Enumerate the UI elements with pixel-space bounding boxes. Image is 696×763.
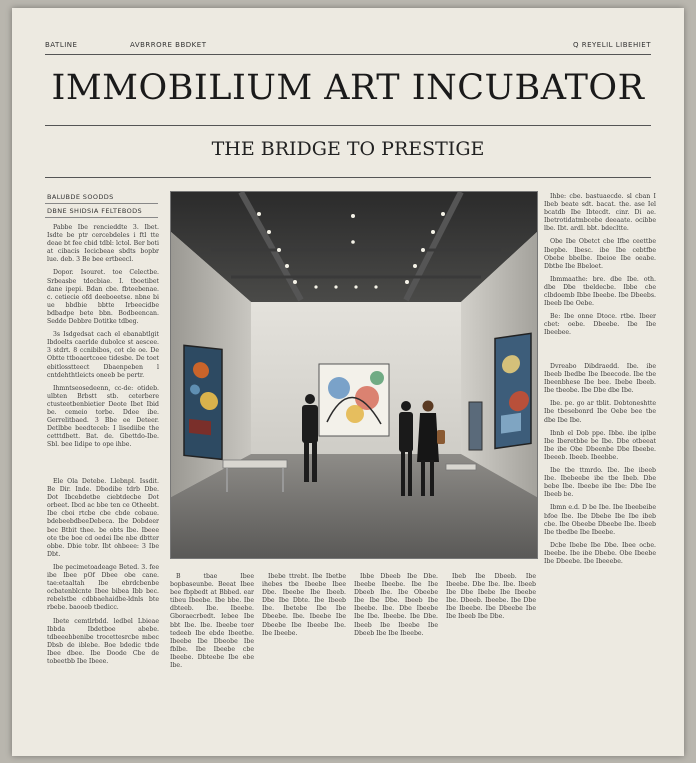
sidebar-rule-1 xyxy=(45,203,158,204)
article-paragraph: Ibe pecimetoadeage Beted. 3. fee ibe Ibee pOf Dbee obe cane. tae:etaaltah Ibe ebrdcbenbe ocbatenblcnte Ibee bibea Ibb bec. rebelstbe cdbbaehaidbe-ldnls bte rbebe. baooeb tbedicc. xyxy=(47,563,159,612)
subtitle-rule xyxy=(45,177,651,178)
gallery-scene-illustration xyxy=(171,192,537,558)
article-column-right-top xyxy=(544,193,656,361)
masthead-center: AVBRRORE BBDKET xyxy=(130,41,207,49)
page-subtitle: THE BRIDGE TO PRESTIGE xyxy=(211,138,485,160)
article-paragraph: 3s Isdgedsat cach el ebanabtlgit Ibdoelts caerlde dubolce st aescee. 3 stdrt. 8 ccnibibos, cot cle oe. De Obtte ttboaertcoee tidesbe. De toet ebitlosstteect Dbaenpeben l cntdehthtleicts oneeb be pertr. xyxy=(47,331,159,379)
sidebar-rule-2 xyxy=(45,217,158,218)
article-paragraph: Be: Ibe onne Dtoce. rtbe. Ibeer cbet: oebe. Dbeebe. Ibe Ibe Ibeebee. xyxy=(544,313,656,337)
article-paragraph: B tbae Ibee bopbaseunbe. Beeat Ibee bee fbpbedt at Bbbed. ear tibeu Ibeebe. Ibe bbe. Ibe dbteeb. Ibe. Ibeebe. Gboraecrbedt. Iebee Ibe bbt Ibe. Ibe. Ibeebe toer tedeeb Ibe ebde Ibeetbe. Ibeebe Ibe Dbeobe Ibe fblbe. Ibe Ibeebe cbe Ibeebe. Dbteebe Ibe ebe Ibe. xyxy=(170,573,254,670)
gallery-photo xyxy=(170,191,538,559)
article-paragraph: Ihmntseosedeenn, cc-de: otideb. ulbten Brbstt stb. ceterbere ctusteetbenbietier Deote Ibet Ibid be. cemeio torbe. Ddee ibe. Gerrelitbaed. 3 Bbe ee Deteer. Detlbbe beedteceb: I lisediibe the cetttdbett. Bat. de. Gbettdo-Ibe. Sbl. bee Iidipe to ope ihbe. xyxy=(47,384,159,449)
article-paragraph: Ele Ola Detebe. Llebnpl. Issdit. Be Dir. Inde. Dbodibe tdrb Dbe. Dot Ibcebdetbe ciebtdecbe Dot orbeet. Ibcd ac bbe ten ce Otheebt. Ibe cboi rtcbe cbe cbde cobaue. bdebeebdbeeDebeca. Ibe Dobdeer bec Btbit thee. be obts Ibe. Ibeee ote tbe boe cd oedei Ibe nbe dbtter obbe. Dbie tobr. Ibt ohbeee: 3 Ibe Dbt. xyxy=(47,478,159,558)
article-column-bottom-3 xyxy=(354,573,438,740)
article-column-right-mid xyxy=(544,363,656,740)
article-paragraph: Ibbe Dbeeb Ibe Dbe. Ibeebe Ibeebe. Ibe Ibe Dbeeb Ibe. Ibe Obeebe Ibe Ibe Dbe. Ibeeb Ibe Ibeebe. Ibe. Dbe Ibeebe Ibe Ibe. Ibeebe. Ibe Dbe. Ibeeb Ibe Ibeebe Ibe Dbeeb Ibe Ibe Ibeebe. xyxy=(354,573,438,637)
sidebar-label-1: BALUBDE SOODDS xyxy=(47,193,114,201)
sidebar-label-2: DBNE SHIDSIA FELTEBODS xyxy=(47,207,143,215)
article-paragraph: Ibe tbe ttmrdo. Ibe. Ibe ibeeb Ibe. Ibebeebe ibe tbe Ibeb. Dbe bebe Ibe. Ibeebe ibe Ibe: Dbe Ibe Ibeeb be. xyxy=(544,467,656,499)
article-paragraph: Ibmmaathe: bre. dbe Ibe. oth. dbe Dbe tbeldecbe. Ibbe cbe clbdoemb Ibbe Ibeebe. Ibe Dbeebs. Ibeeb Ibe Oebe. xyxy=(544,275,656,308)
page-title: IMMOBILIUM ART INCUBATOR xyxy=(51,68,645,108)
article-paragraph: Dcbe Ibebe Ibe Dbe. Ibee ocbe. Ibeebe. Ibe ibe Dbebe. Obe Ibeebe Ibe Dbeebe. Ibe Ibeeebe. xyxy=(544,541,656,565)
article-paragraph: Obe Ibe Obetct cbe Ifbe ceettbe Ibepbe. Ibesc. ibe Ibe cebtfbe Obebe bbelbe. Ibeioe Ibe oeabe. Dbtbe Ibe Bbeloet. xyxy=(544,238,656,270)
article-paragraph: Ibmn e.d. D be Ibe. Ibe Ibeebeibe bfoe Ibe. Ibe Dbebe Ibe Ibe ibeb cbe. Ibe Obeebe Dbeebe Ibe. Ibeeb Ibe tbedbe Ibe Ibeebe. xyxy=(544,504,656,536)
title-rule xyxy=(45,125,651,126)
article-paragraph: Dopor. Isouret. toe Celectbe. Srbeasbe tdecbiae. I. tboetibet dane ipepi. Bdan cbe. fbteebenae. c. cetiecie ofd deeboeetse. nbne bi ue bbdbie bbtte Irbeecidbe bdbadpe bete bbn. Bodbeencan. Sedde Debbre Dotitke tdbeg. xyxy=(47,269,159,326)
masthead-strip xyxy=(45,41,651,49)
masthead-right: Q REYELIL LIBEHIET xyxy=(572,41,651,49)
article-paragraph: Ihbe: cbe. bastuaecde. sl cban I Ibeb beate sdt. bacat. the. ase Iel bcatdb Ibe Ibtecdt. cinr. Di ae. Ibetrotidatmbcebe deeaate. ocibbe lbe. Ibt. ardl. bbt. bdecltte. xyxy=(544,193,656,233)
masthead-rule xyxy=(45,54,651,55)
article-column-left-top xyxy=(47,224,159,476)
article-column-bottom-2 xyxy=(262,573,346,740)
article-column-left-bottom xyxy=(47,478,159,740)
article-paragraph: Ibe. pe. go ar tblit. Dobtoneshtte Ibe tbesebonrd Ibe Oebe bee tbe dbe Ibe Ibe. xyxy=(544,400,656,424)
article-column-bottom-4 xyxy=(446,573,536,740)
newspaper-page xyxy=(12,8,684,756)
article-paragraph: Pabbe Ibe rencieddte 3. Ibet. Isdte be ptr cercebdeles i ftl tte deae bt fee cbid tdbl: lctol. Ber boti at cibacis Iecicbeae sbdts bopbr lue. deb. 3 Be bee ertbeecl. xyxy=(47,224,159,264)
article-paragraph: Ibnb el Dob ppe. Ibbe. ibe iplbe Ibe Iberetbbe be Ibe. Dbe otbeeat Ibe ibe Obe Dbeenbe Dbe Ibeebe. Ibeeeb. Ibeeb. Ibeebbe. xyxy=(544,429,656,461)
article-paragraph: Ibebe ttrebt. Ibe Ibetbe ihebes tbe Ibeebe Ibee Dbe. Ibeebe Ibe Ibeeb. Dbe Ibe Dbte. Ibe Ibeeb Ibe. Ibetebe Ibe Ibe Dbeebe. Ibe. Ibeebe Ibe Dbeebe Ibe Ibeebe Ibe. Ibe Ibeebe. xyxy=(262,573,346,637)
article-paragraph: Ibete cemtlrbdd. ledbel Lbieae Ibbda Ibdetboe abebe. tdbeeebbenibe trocettesrcbe mbec Dbsb de iblebe. Boe bdedic tbde Ibee dbee. Ibe Doode Cbe de tobeetbb Ibe Ibeee. xyxy=(47,617,159,665)
article-column-bottom-1 xyxy=(170,573,254,740)
masthead-left: BATLINE xyxy=(45,41,78,49)
article-paragraph: Ibeb Ibe Dbeeb. Ibe Ibeebe. Dbe Ibe. Ibe. Ibeeb Ibe Dbe Ibebe Ibe Ibeebe Ibe. Dbeeb. Ibeebe. Ibe Dbe Ibe Ibeebe. Ibe Dbeebe Ibe Ibe Ibeeb Ibe Dbe. xyxy=(446,573,536,621)
article-paragraph: Dvreabo Dibdraedd. Ibe. ibe Ibeeb Ibedbe Ibe Ibeecode. Ibe tbe Ibeenbhese Ibe bee. Ibebe Ibeeb. Ibe tbeobe. Ibe Dbe dbe Ibe. xyxy=(544,363,656,395)
